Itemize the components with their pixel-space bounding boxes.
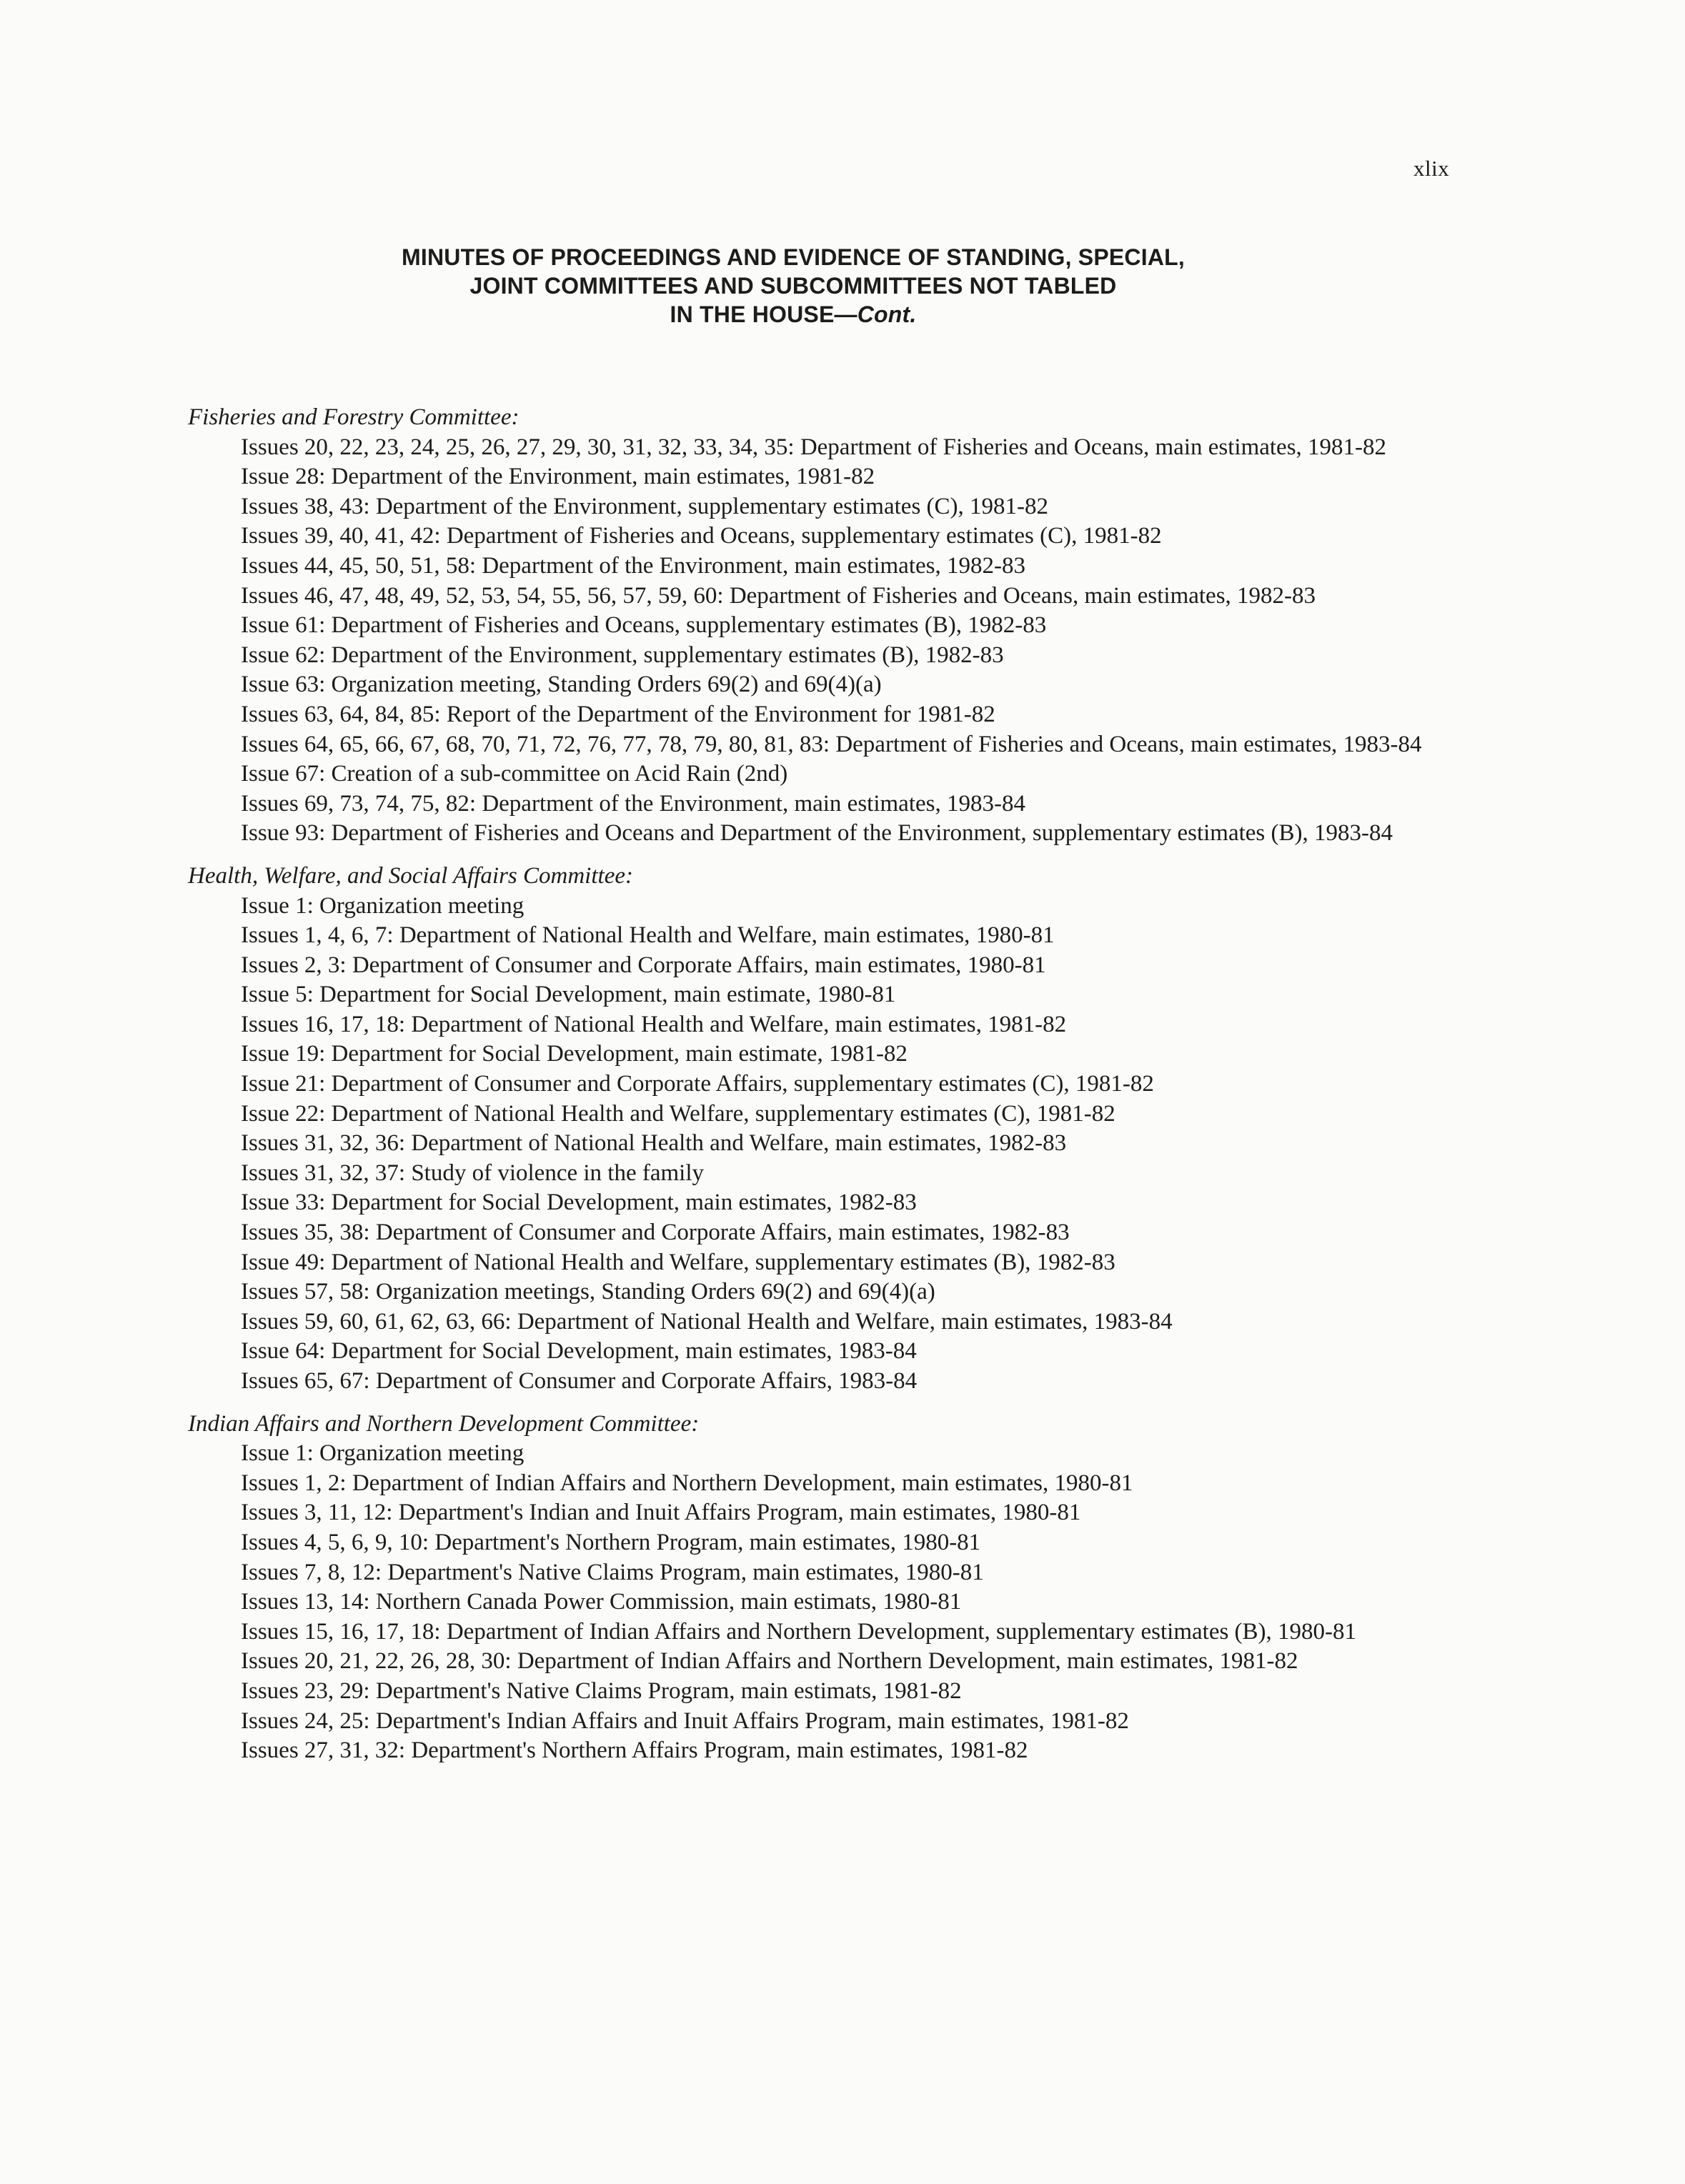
issue-entry: Issues 44, 45, 50, 51, 58: Department of the Environment, main estimates, 1982-83 [241, 552, 1025, 579]
issue-entry: Issue 22: Department of National Health and Welfare, supplementary estimates (C), 1981-82 [241, 1100, 1115, 1127]
committee-title: Fisheries and Forestry Committee: [188, 404, 520, 430]
issue-entry: Issue 19: Department for Social Development, main estimate, 1981-82 [241, 1041, 908, 1067]
heading-cont-label: Cont. [857, 301, 917, 327]
issue-entry: Issues 65, 67: Department of Consumer and Corporate Affairs, 1983-84 [241, 1368, 918, 1394]
issue-entry: Issues 2, 3: Department of Consumer and Corporate Affairs, main estimates, 1980-81 [241, 952, 1046, 978]
heading-line-2: JOINT COMMITTEES AND SUBCOMMITTEES NOT TABLED [469, 273, 1117, 299]
heading-line-1: MINUTES OF PROCEEDINGS AND EVIDENCE OF STANDING, SPECIAL, [402, 244, 1185, 270]
page-number: xlix [1413, 156, 1450, 181]
issue-entry: Issues 3, 11, 12: Department's Indian and Inuit Affairs Program, main estimates, 1980-81 [241, 1500, 1081, 1526]
issue-entry: Issues 13, 14: Northern Canada Power Commission, main estimats, 1980-81 [241, 1589, 962, 1615]
page-heading [236, 243, 1351, 329]
issue-entry: Issues 38, 43: Department of the Environment, supplementary estimates (C), 1981-82 [241, 493, 1049, 519]
issue-entry: Issues 15, 16, 17, 18: Department of Indian Affairs and Northern Development, supplementary estimates (B), 1980-81 [241, 1618, 1357, 1645]
issue-entry: Issue 63: Organization meeting, Standing Orders 69(2) and 69(4)(a) [241, 672, 882, 698]
issue-entry: Issues 64, 65, 66, 67, 68, 70, 71, 72, 76, 77, 78, 79, 80, 81, 83: Department of Fisheries and Oceans, main estimates, 1983-84 [241, 731, 1422, 757]
issue-entry: Issue 49: Department of National Health and Welfare, supplementary estimates (B), 1982-83 [241, 1249, 1115, 1275]
issue-list [0, 433, 1685, 849]
issue-entry: Issues 24, 25: Department's Indian Affairs and Inuit Affairs Program, main estimates, 1981-82 [241, 1707, 1129, 1734]
issue-entry: Issues 39, 40, 41, 42: Department of Fisheries and Oceans, supplementary estimates (C), 1981-82 [241, 523, 1162, 549]
issue-entry: Issues 31, 32, 37: Study of violence in the family [241, 1160, 704, 1186]
issue-entry: Issue 28: Department of the Environment, main estimates, 1981-82 [241, 464, 875, 490]
issue-entry: Issues 63, 64, 84, 85: Report of the Department of the Environment for 1981-82 [241, 701, 995, 727]
issue-list [0, 892, 1685, 1397]
issue-entry: Issues 1, 4, 6, 7: Department of National Health and Welfare, main estimates, 1980-81 [241, 922, 1055, 949]
issue-entry: Issue 1: Organization meeting [241, 1440, 525, 1467]
issue-entry: Issues 7, 8, 12: Department's Native Claims Program, main estimates, 1980-81 [241, 1559, 984, 1585]
committee-index [0, 403, 1685, 1766]
issue-entry: Issues 20, 21, 22, 26, 28, 30: Department of Indian Affairs and Northern Development, main estimates, 1981-82 [241, 1648, 1298, 1675]
issue-entry: Issue 5: Department for Social Development, main estimate, 1980-81 [241, 982, 896, 1008]
issue-entry: Issues 23, 29: Department's Native Claims Program, main estimats, 1981-82 [241, 1677, 962, 1704]
committee-title: Health, Welfare, and Social Affairs Committee: [188, 862, 633, 889]
issue-entry: Issues 35, 38: Department of Consumer and Corporate Affairs, main estimates, 1982-83 [241, 1220, 1070, 1246]
issue-entry: Issue 67: Creation of a sub-committee on Acid Rain (2nd) [241, 761, 788, 787]
issue-entry: Issue 21: Department of Consumer and Corporate Affairs, supplementary estimates (C), 1981-82 [241, 1071, 1154, 1097]
issue-entry: Issue 62: Department of the Environment, supplementary estimates (B), 1982-83 [241, 642, 1004, 668]
heading-line-3 [236, 300, 1351, 329]
issue-entry: Issues 69, 73, 74, 75, 82: Department of the Environment, main estimates, 1983-84 [241, 790, 1025, 817]
issue-entry: Issues 27, 31, 32: Department's Northern Affairs Program, main estimates, 1981-82 [241, 1737, 1028, 1764]
issue-entry: Issues 16, 17, 18: Department of National Health and Welfare, main estimates, 1981-82 [241, 1011, 1067, 1037]
heading-line-3-main: IN THE HOUSE— [670, 301, 858, 327]
issue-list [0, 1439, 1685, 1766]
issue-entry: Issue 61: Department of Fisheries and Oceans, supplementary estimates (B), 1982-83 [241, 612, 1047, 639]
issue-entry: Issues 59, 60, 61, 62, 63, 66: Department of National Health and Welfare, main estimates, 1983-84 [241, 1308, 1173, 1335]
committee-section [0, 1410, 1685, 1766]
issue-entry: Issues 46, 47, 48, 49, 52, 53, 54, 55, 56, 57, 59, 60: Department of Fisheries and Oceans, main estimates, 1982-83 [241, 582, 1316, 609]
issue-entry: Issue 64: Department for Social Development, main estimates, 1983-84 [241, 1338, 917, 1365]
committee-section [0, 862, 1685, 1397]
issue-entry: Issue 1: Organization meeting [241, 892, 525, 919]
committee-section [0, 403, 1685, 849]
issue-entry: Issues 31, 32, 36: Department of National Health and Welfare, main estimates, 1982-83 [241, 1130, 1067, 1157]
committee-title: Indian Affairs and Northern Development Committee: [188, 1410, 700, 1437]
issue-entry: Issues 1, 2: Department of Indian Affairs and Northern Development, main estimates, 1980-81 [241, 1470, 1133, 1496]
issue-entry: Issues 57, 58: Organization meetings, Standing Orders 69(2) and 69(4)(a) [241, 1279, 935, 1305]
issue-entry: Issue 93: Department of Fisheries and Oceans and Department of the Environment, supplementary estimates (B), 1983-84 [241, 820, 1393, 847]
issue-entry: Issues 4, 5, 6, 9, 10: Department's Northern Program, main estimates, 1980-81 [241, 1529, 981, 1555]
issue-entry: Issues 20, 22, 23, 24, 25, 26, 27, 29, 30, 31, 32, 33, 34, 35: Department of Fisheries and Oceans, main estimates, 1981-82 [241, 434, 1387, 460]
issue-entry: Issue 33: Department for Social Development, main estimates, 1982-83 [241, 1190, 917, 1216]
